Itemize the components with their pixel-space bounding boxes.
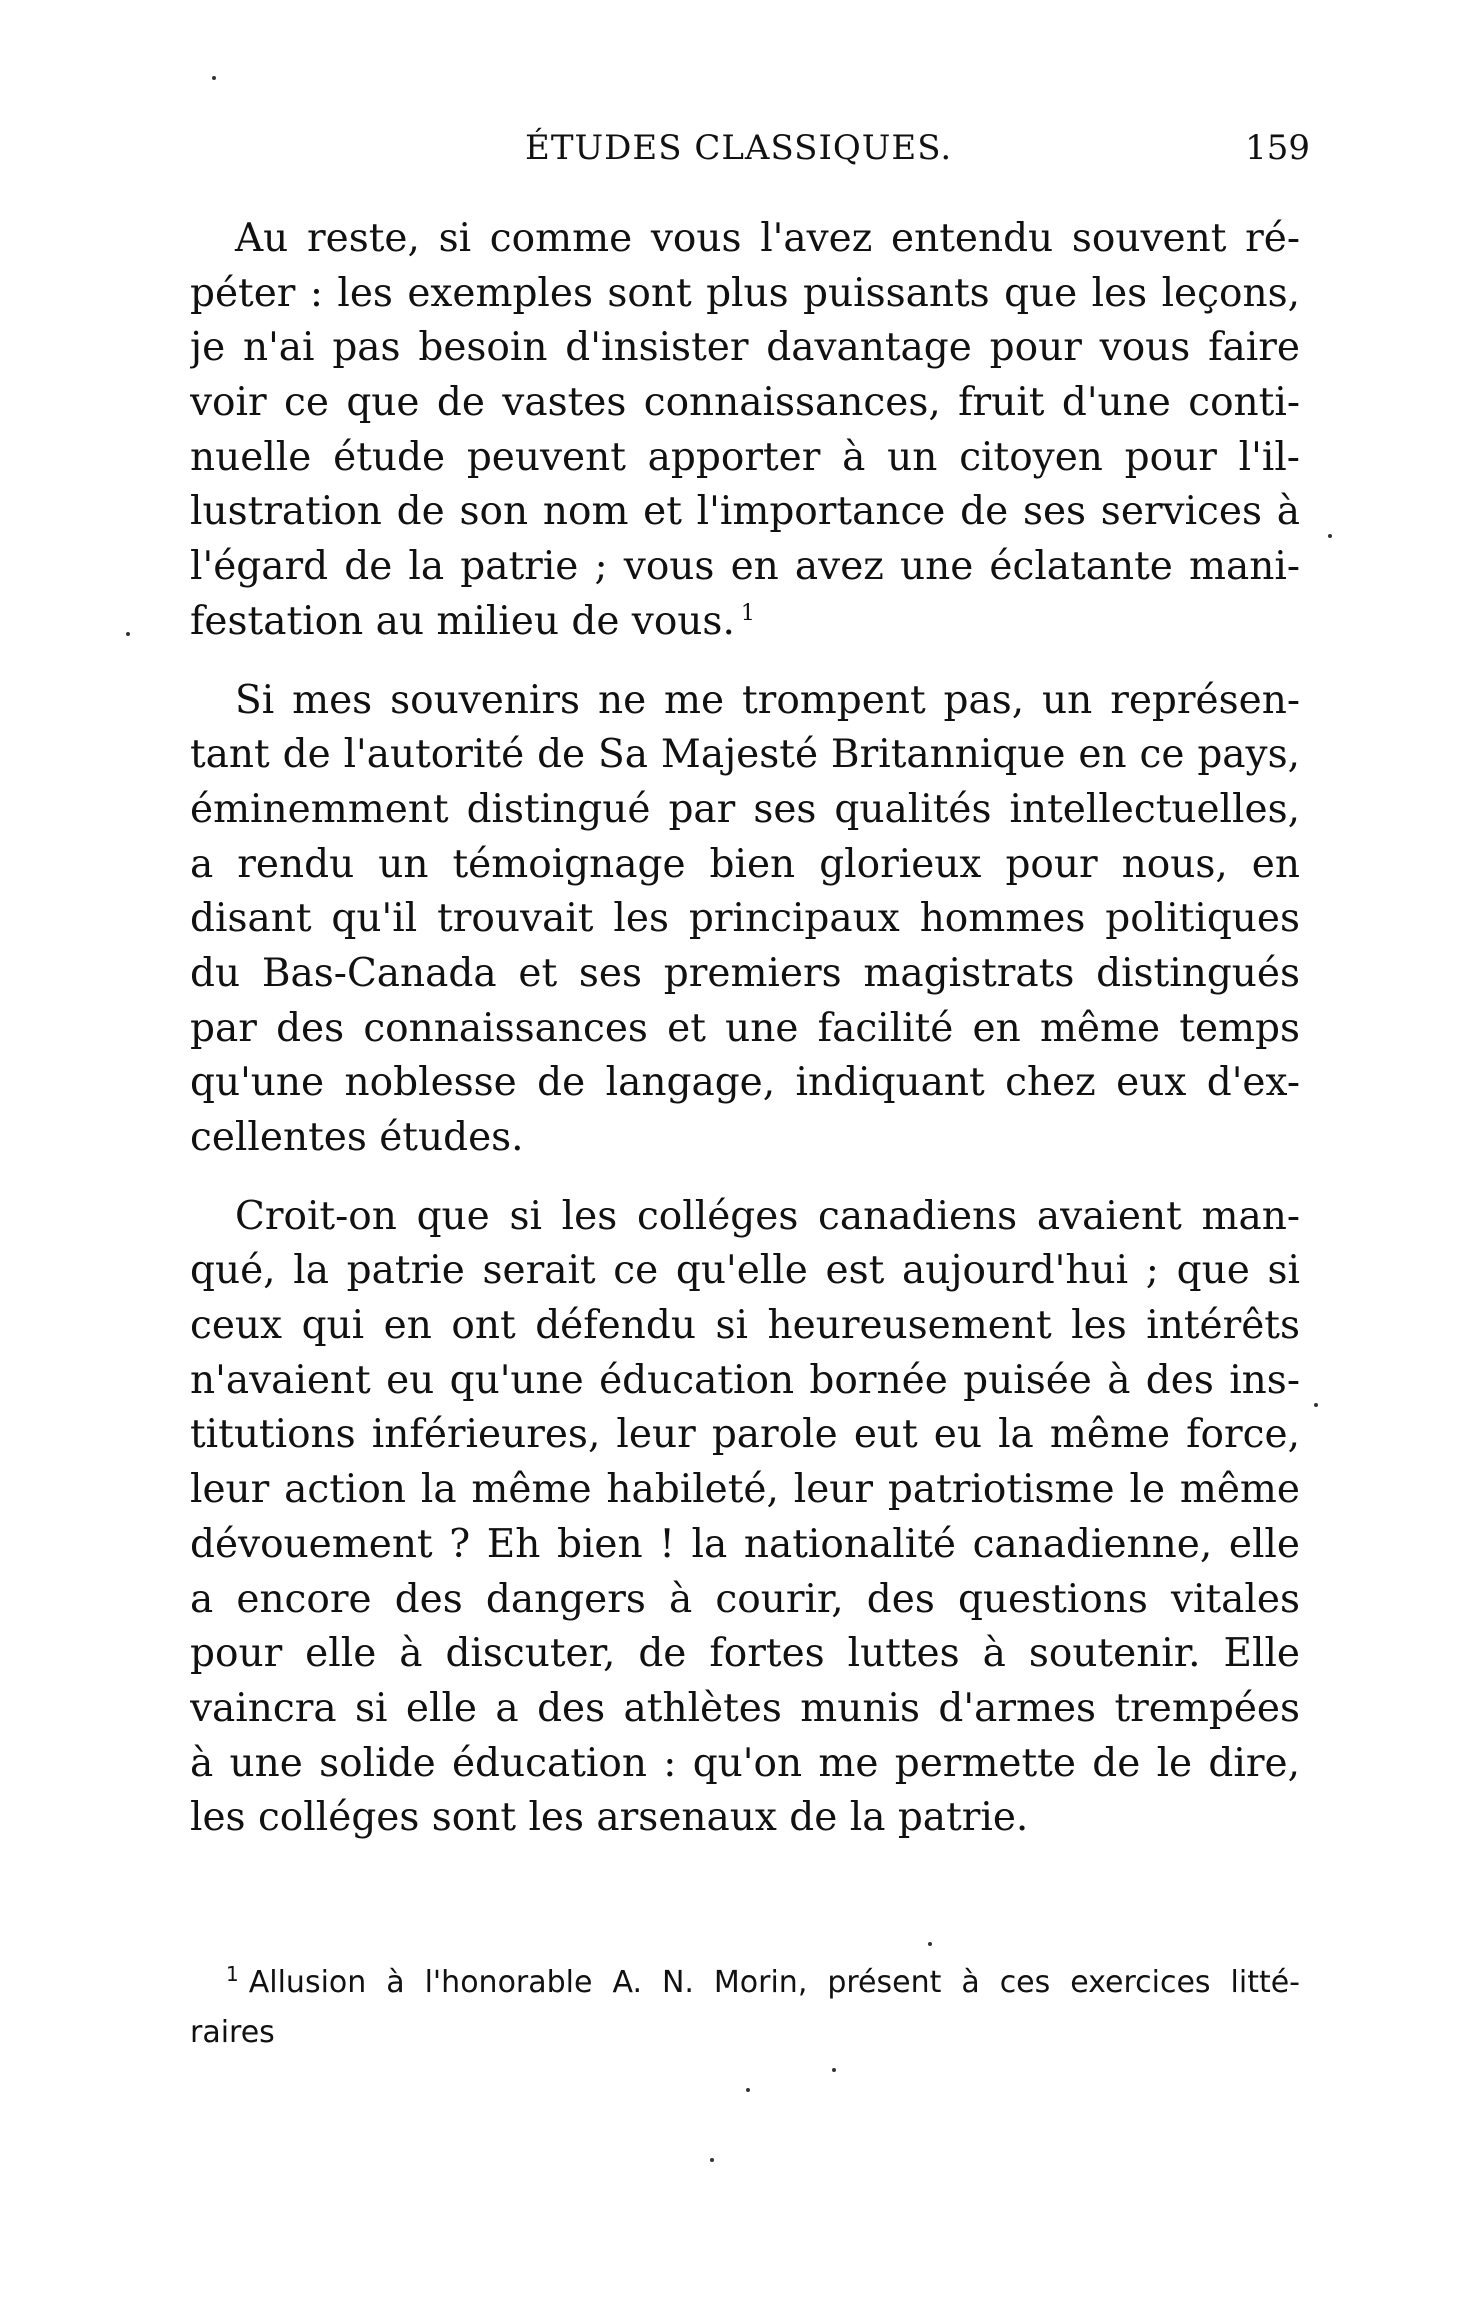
text-line: qu'une noblesse de langage, indiquant chez eux d'ex- [190, 1060, 1300, 1106]
text-line: je n'ai pas besoin d'insister davantage pour vous faire [190, 325, 1300, 371]
text-line-with-note [190, 595, 1300, 650]
scan-speck [126, 632, 130, 636]
footnote [190, 1958, 1300, 2058]
text-line: n'avaient eu qu'une éducation bornée puisée à des ins- [190, 1357, 1300, 1403]
text-line: qué, la patrie serait ce qu'elle est aujourd'hui ; que si [190, 1248, 1300, 1294]
paragraph-1 [190, 212, 1300, 650]
scan-speck [212, 76, 216, 80]
text-line: vaincra si elle a des athlètes munis d'armes trempées [190, 1685, 1300, 1731]
text-line: éminemment distingué par ses qualités intellectuelles, [190, 786, 1300, 832]
text-line: nuelle étude peuvent apporter à un citoyen pour l'il- [190, 434, 1300, 480]
text-line: péter : les exemples sont plus puissants que les leçons, [190, 270, 1300, 316]
scan-speck [832, 2068, 836, 2072]
text-line: du Bas-Canada et ses premiers magistrats distingués [190, 950, 1300, 996]
running-title: ÉTUDES CLASSIQUES. [525, 128, 953, 168]
text-line: Au reste, si comme vous l'avez entendu souvent ré- [235, 216, 1300, 261]
footnote-reference: 1 [740, 600, 755, 626]
text-line: pour elle à discuter, de fortes luttes à soutenir. Elle [190, 1631, 1300, 1677]
text-line: lustration de son nom et l'importance de ses services à [190, 489, 1300, 535]
running-head [190, 128, 1310, 178]
text-line: tant de l'autorité de Sa Majesté Britannique en ce pays, [190, 732, 1300, 778]
paragraph-2 [190, 674, 1300, 1166]
text-line: leur action la même habileté, leur patriotisme le même [190, 1467, 1300, 1513]
footnote-number: 1 [226, 1962, 239, 1986]
text-line: cellentes études. [190, 1115, 524, 1160]
text-line: Croit-on que si les colléges canadiens avaient man- [235, 1193, 1300, 1239]
text-line: ceux qui en ont défendu si heureusement les intérêts [190, 1303, 1300, 1349]
text-line: a encore des dangers à courir, des questions vitales [190, 1576, 1300, 1622]
scan-speck [1328, 534, 1332, 538]
text-line: les colléges sont les arsenaux de la patrie. [190, 1795, 1029, 1841]
text-line: par des connaissances et une facilité en même temps [190, 1005, 1300, 1051]
footnote-line [190, 1958, 1300, 2008]
text-line: voir ce que de vastes connaissances, fruit d'une conti- [190, 380, 1300, 426]
scan-speck [710, 2158, 714, 2162]
footnote-line: raires [190, 2015, 275, 2050]
footnote-text: Allusion à l'honorable A. N. Morin, présent à ces exercices litté- [248, 1965, 1300, 2000]
text-line: titutions inférieures, leur parole eut eu la même force, [190, 1412, 1300, 1458]
text-line: à une solide éducation : qu'on me permette de le dire, [190, 1740, 1300, 1786]
text-line: disant qu'il trouvait les principaux hommes politiques [190, 896, 1300, 942]
scan-speck [1314, 1403, 1318, 1407]
text-line: festation au milieu de vous. [190, 598, 735, 644]
text-line: dévouement ? Eh bien ! la nationalité canadienne, elle [190, 1521, 1300, 1567]
text-line: l'égard de la patrie ; vous en avez une éclatante mani- [190, 544, 1300, 590]
body-text [190, 212, 1300, 1870]
text-line: Si mes souvenirs ne me trompent pas, un représen- [235, 677, 1300, 723]
scan-speck [746, 2088, 750, 2092]
page-number: 159 [1245, 128, 1310, 168]
text-line: a rendu un témoignage bien glorieux pour nous, en [190, 841, 1300, 887]
paragraph-3 [190, 1190, 1300, 1846]
scan-speck [928, 1942, 932, 1946]
